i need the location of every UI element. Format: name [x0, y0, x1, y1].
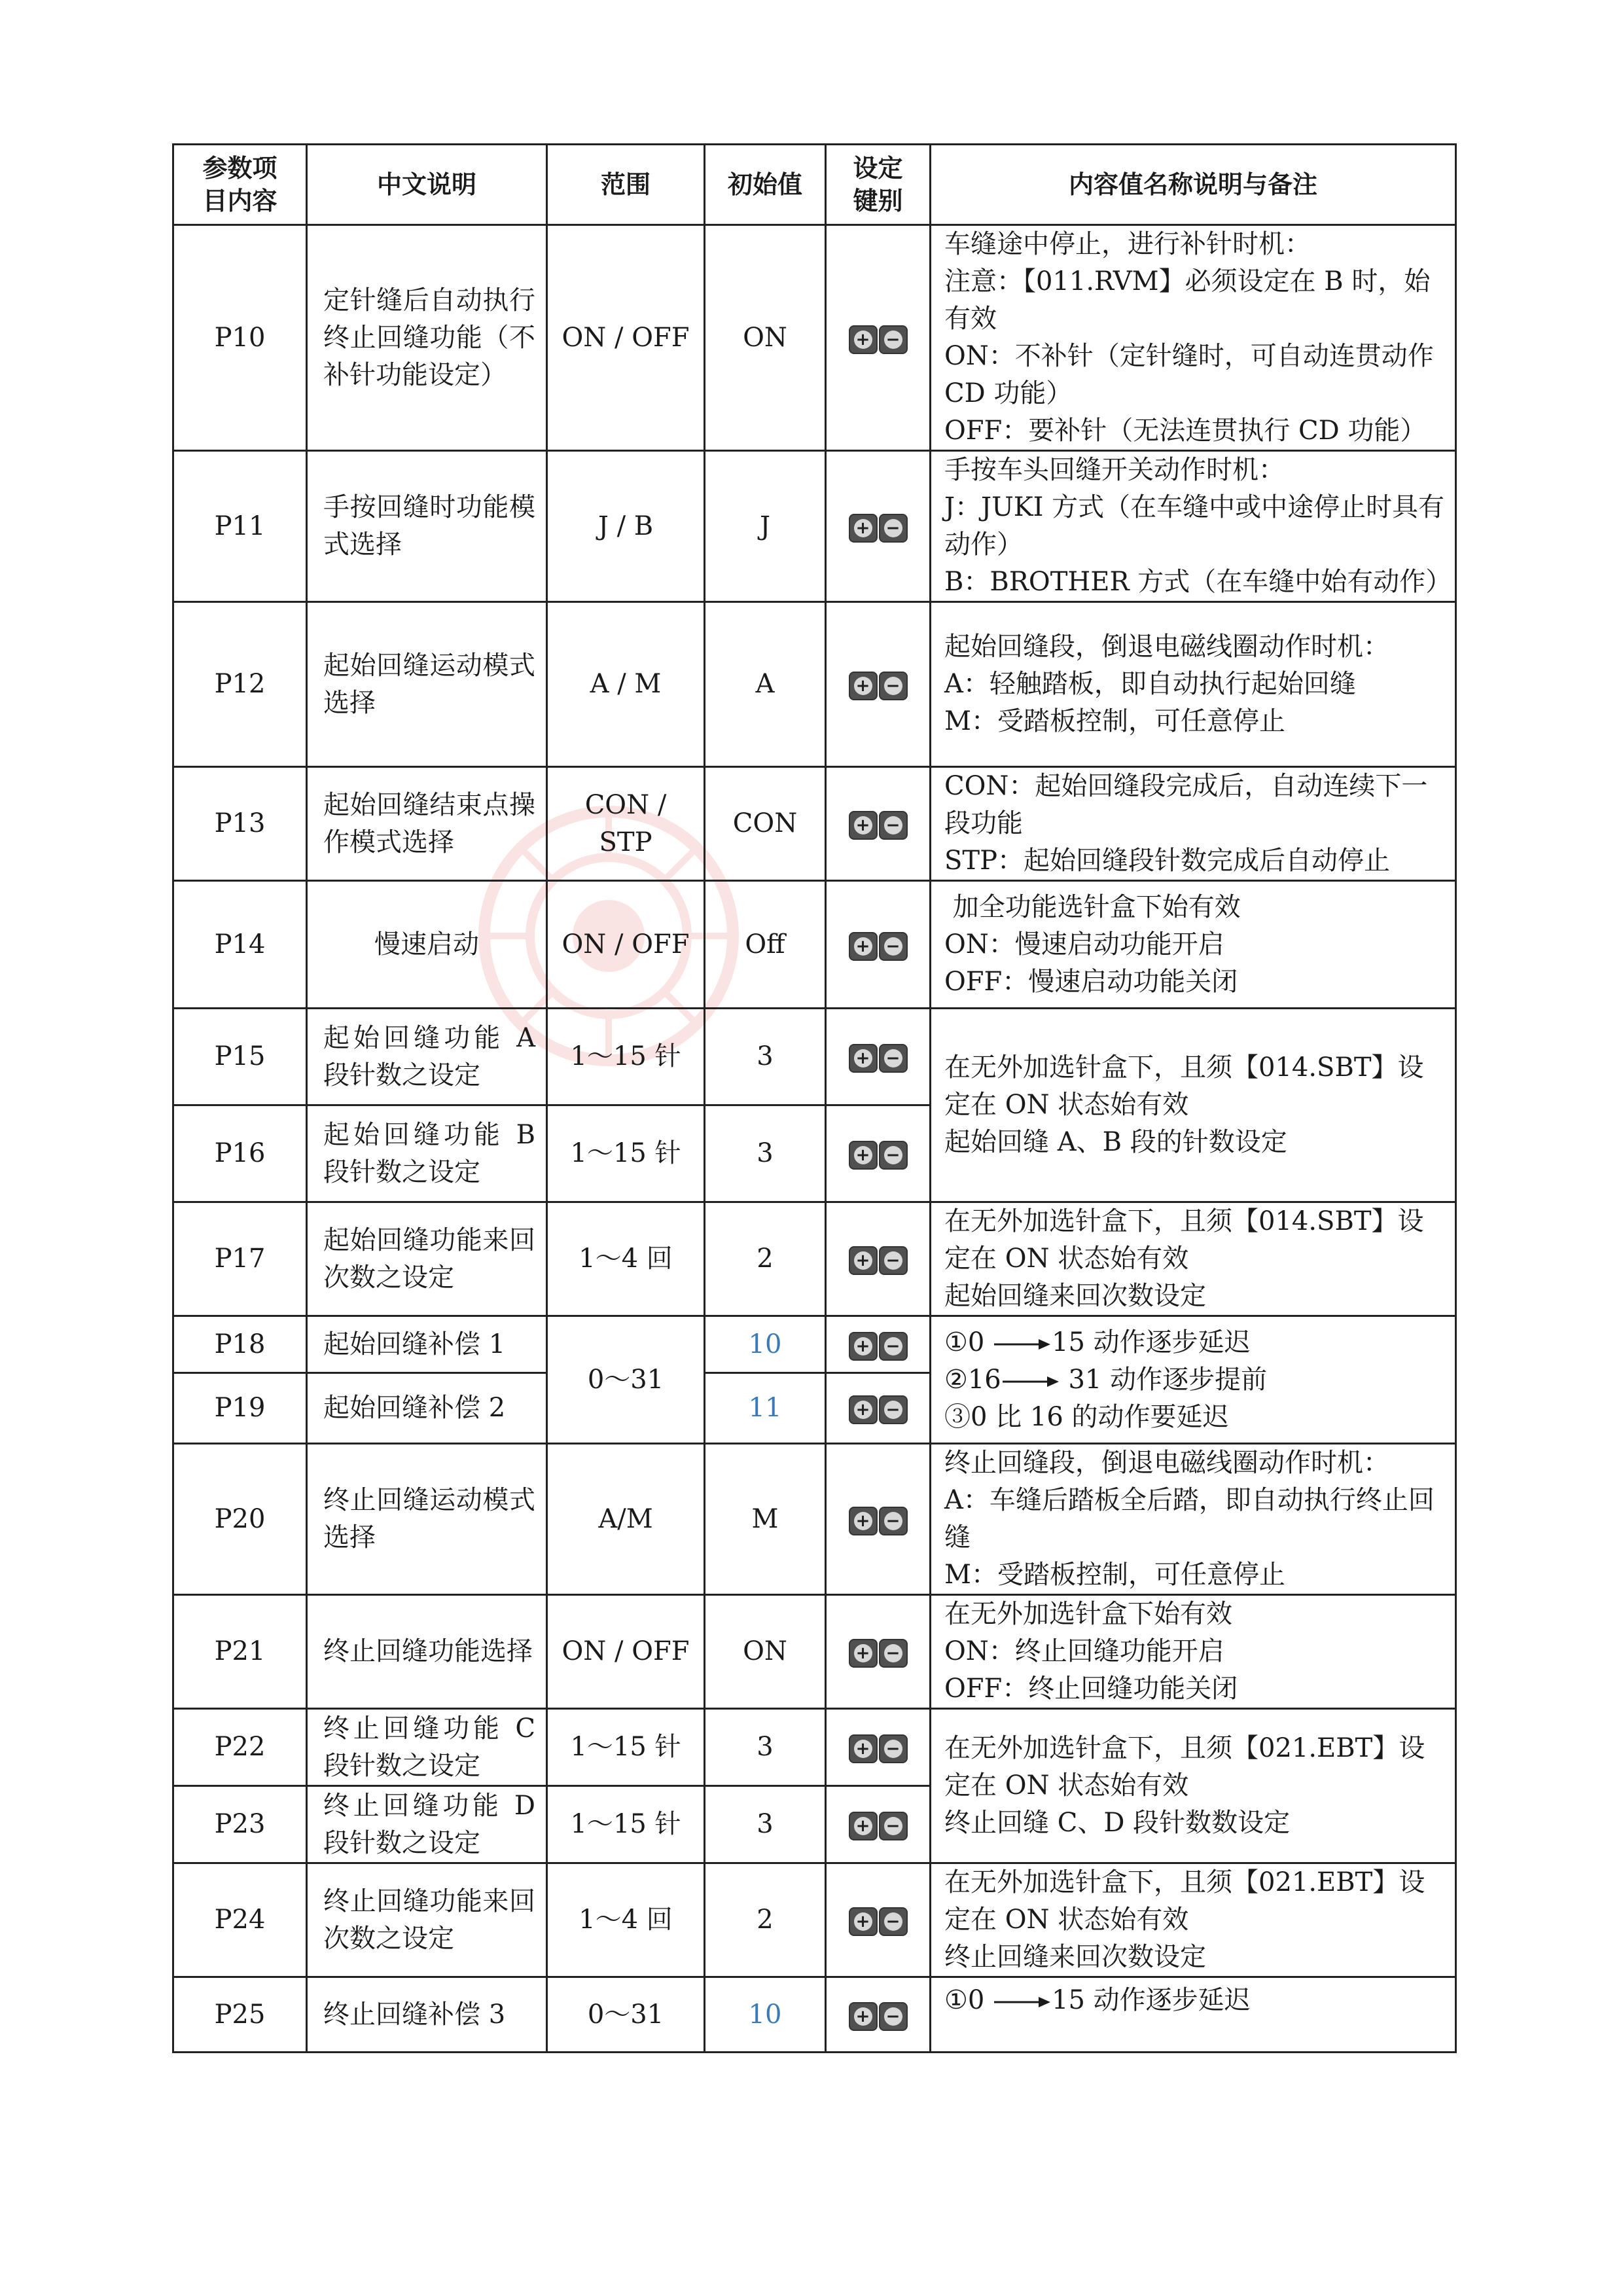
col-header-range: 范围 — [547, 145, 705, 225]
param-id: P17 — [173, 1202, 307, 1316]
param-range: 1～4 回 — [547, 1863, 705, 1977]
param-desc: 起始回缝功能 B 段针数之设定 — [307, 1105, 547, 1202]
param-note: 手按车头回缝开关动作时机： J：JUKI 方式（在车缝中或中途停止时具有动作） B：BROTHER 方式（在车缝中始有动作） — [931, 451, 1456, 602]
minus-key-icon: − — [879, 1246, 908, 1275]
param-range: ON / OFF — [547, 881, 705, 1009]
param-init: 3 — [705, 1786, 826, 1863]
setting-keys — [826, 225, 931, 451]
col-header-init: 初始值 — [705, 145, 826, 225]
plus-key-icon: + — [849, 1044, 878, 1073]
param-init: M — [705, 1444, 826, 1595]
param-desc: 起始回缝补偿 1 — [307, 1316, 547, 1373]
setting-keys — [826, 1863, 931, 1977]
plus-key-icon: + — [849, 1734, 878, 1763]
param-desc: 手按回缝时功能模式选择 — [307, 451, 547, 602]
param-desc: 终止回缝功能 D 段针数之设定 — [307, 1786, 547, 1863]
param-desc: 慢速启动 — [307, 881, 547, 1009]
setting-keys — [826, 767, 931, 881]
minus-key-icon: − — [879, 1507, 908, 1535]
param-note: 加全功能选针盒下始有效 ON：慢速启动功能开启 OFF：慢速启动功能关闭 — [931, 881, 1456, 1009]
param-note: 在无外加选针盒下，且须【021.EBT】设定在 ON 状态始有效 终止回缝来回次数设定 — [931, 1863, 1456, 1977]
param-desc: 起始回缝运动模式选择 — [307, 602, 547, 767]
table-row — [173, 767, 1456, 881]
param-range: A / M — [547, 602, 705, 767]
plus-key-icon: + — [849, 1507, 878, 1535]
param-desc: 终止回缝功能来回次数之设定 — [307, 1863, 547, 1977]
param-note: 在无外加选针盒下，且须【014.SBT】设定在 ON 状态始有效 起始回缝来回次数设定 — [931, 1202, 1456, 1316]
setting-keys — [826, 1977, 931, 2053]
param-desc: 终止回缝功能 C 段针数之设定 — [307, 1709, 547, 1786]
param-range: 0～31 — [547, 1316, 705, 1444]
param-id: P15 — [173, 1009, 307, 1105]
table-row — [173, 1595, 1456, 1709]
minus-key-icon: − — [879, 1332, 908, 1361]
plus-key-icon: + — [849, 811, 878, 840]
param-id: P23 — [173, 1786, 307, 1863]
param-init: 3 — [705, 1709, 826, 1786]
parameter-table — [172, 143, 1457, 2053]
setting-keys — [826, 451, 931, 602]
setting-keys — [826, 1373, 931, 1444]
param-desc: 起始回缝功能来回次数之设定 — [307, 1202, 547, 1316]
param-id: P14 — [173, 881, 307, 1009]
plus-key-icon: + — [849, 1141, 878, 1170]
minus-key-icon: − — [879, 1044, 908, 1073]
param-range: ON / OFF — [547, 1595, 705, 1709]
param-init: ON — [705, 225, 826, 451]
minus-key-icon: − — [879, 1141, 908, 1170]
param-id: P16 — [173, 1105, 307, 1202]
right-arrow-icon — [993, 1338, 1052, 1351]
setting-keys — [826, 1786, 931, 1863]
param-range: A/M — [547, 1444, 705, 1595]
param-desc: 终止回缝功能选择 — [307, 1595, 547, 1709]
param-init: 2 — [705, 1863, 826, 1977]
setting-keys — [826, 1105, 931, 1202]
setting-keys — [826, 1009, 931, 1105]
param-init: CON — [705, 767, 826, 881]
param-init: 2 — [705, 1202, 826, 1316]
plus-key-icon: + — [849, 2002, 878, 2031]
col-header-desc: 中文说明 — [307, 145, 547, 225]
setting-keys — [826, 602, 931, 767]
table-row — [173, 1009, 1456, 1105]
param-range: 1～15 针 — [547, 1709, 705, 1786]
param-init: A — [705, 602, 826, 767]
param-range: 1～4 回 — [547, 1202, 705, 1316]
param-range: CON / STP — [547, 767, 705, 881]
plus-key-icon: + — [849, 1246, 878, 1275]
param-init: 3 — [705, 1009, 826, 1105]
header-row — [173, 145, 1456, 225]
param-id: P21 — [173, 1595, 307, 1709]
minus-key-icon: − — [879, 932, 908, 961]
table-row — [173, 1977, 1456, 2053]
param-note: 在无外加选针盒下，且须【021.EBT】设定在 ON 状态始有效 终止回缝 C、D 段针数数设定 — [931, 1709, 1456, 1863]
param-range: ON / OFF — [547, 225, 705, 451]
plus-key-icon: + — [849, 1332, 878, 1361]
param-id: P13 — [173, 767, 307, 881]
minus-key-icon: − — [879, 2002, 908, 2031]
col-header-param: 参数项 目内容 — [173, 145, 307, 225]
minus-key-icon: − — [879, 811, 908, 840]
plus-key-icon: + — [849, 1812, 878, 1840]
minus-key-icon: − — [879, 672, 908, 700]
param-desc: 起始回缝补偿 2 — [307, 1373, 547, 1444]
table-row — [173, 881, 1456, 1009]
param-id: P12 — [173, 602, 307, 767]
plus-key-icon: + — [849, 514, 878, 543]
param-note: ①0 15 动作逐步延迟 — [931, 1977, 1456, 2053]
param-range: 0～31 — [547, 1977, 705, 2053]
param-desc: 起始回缝结束点操作模式选择 — [307, 767, 547, 881]
param-init: 10 — [705, 1316, 826, 1373]
plus-key-icon: + — [849, 1639, 878, 1668]
param-id: P20 — [173, 1444, 307, 1595]
minus-key-icon: − — [879, 1907, 908, 1936]
param-desc: 终止回缝补偿 3 — [307, 1977, 547, 2053]
setting-keys — [826, 1316, 931, 1373]
param-init: 10 — [705, 1977, 826, 2053]
param-note: 在无外加选针盒下始有效 ON：终止回缝功能开启 OFF：终止回缝功能关闭 — [931, 1595, 1456, 1709]
param-note: 车缝途中停止，进行补针时机： 注意：【011.RVM】必须设定在 B 时，始有效 ON：不补针（定针缝时，可自动连贯动作 CD 功能） OFF：要补针（无法连贯执行 CD 功能） — [931, 225, 1456, 451]
param-init: ON — [705, 1595, 826, 1709]
table-row — [173, 1316, 1456, 1373]
param-id: P18 — [173, 1316, 307, 1373]
minus-key-icon: − — [879, 514, 908, 543]
col-header-key: 设定 键别 — [826, 145, 931, 225]
param-range: J / B — [547, 451, 705, 602]
table-row — [173, 1709, 1456, 1786]
param-id: P24 — [173, 1863, 307, 1977]
param-id: P11 — [173, 451, 307, 602]
param-init: 11 — [705, 1373, 826, 1444]
param-init: 3 — [705, 1105, 826, 1202]
col-header-note: 内容值名称说明与备注 — [931, 145, 1456, 225]
param-note: CON：起始回缝段完成后，自动连续下一段功能 STP：起始回缝段针数完成后自动停止 — [931, 767, 1456, 881]
param-id: P25 — [173, 1977, 307, 2053]
table-row — [173, 602, 1456, 767]
setting-keys — [826, 1709, 931, 1786]
param-init: Off — [705, 881, 826, 1009]
param-init: J — [705, 451, 826, 602]
minus-key-icon: − — [879, 325, 908, 354]
param-range: 1～15 针 — [547, 1009, 705, 1105]
param-id: P22 — [173, 1709, 307, 1786]
param-range: 1～15 针 — [547, 1105, 705, 1202]
table-row — [173, 1863, 1456, 1977]
plus-key-icon: + — [849, 1395, 878, 1424]
param-id: P10 — [173, 225, 307, 451]
table-row — [173, 1444, 1456, 1595]
param-note: 终止回缝段，倒退电磁线圈动作时机： A：车缝后踏板全后踏，即自动执行终止回缝 M：受踏板控制，可任意停止 — [931, 1444, 1456, 1595]
param-note: ①0 15 动作逐步延迟 ②16 31 动作逐步提前 ③0 比 16 的动作要延迟 — [931, 1316, 1456, 1444]
minus-key-icon: − — [879, 1812, 908, 1840]
setting-keys — [826, 1444, 931, 1595]
param-desc: 终止回缝运动模式选择 — [307, 1444, 547, 1595]
setting-keys — [826, 1202, 931, 1316]
setting-keys — [826, 1595, 931, 1709]
minus-key-icon: − — [879, 1734, 908, 1763]
minus-key-icon: − — [879, 1395, 908, 1424]
table-row — [173, 225, 1456, 451]
param-desc: 定针缝后自动执行终止回缝功能（不补针功能设定） — [307, 225, 547, 451]
param-id: P19 — [173, 1373, 307, 1444]
param-range: 1～15 针 — [547, 1786, 705, 1863]
minus-key-icon: − — [879, 1639, 908, 1668]
setting-keys — [826, 881, 931, 1009]
plus-key-icon: + — [849, 932, 878, 961]
plus-key-icon: + — [849, 325, 878, 354]
right-arrow-icon — [993, 1996, 1052, 2009]
table-row — [173, 451, 1456, 602]
param-note: 在无外加选针盒下，且须【014.SBT】设定在 ON 状态始有效 起始回缝 A、B 段的针数设定 — [931, 1009, 1456, 1202]
plus-key-icon: + — [849, 1907, 878, 1936]
right-arrow-icon — [1001, 1375, 1060, 1388]
plus-key-icon: + — [849, 672, 878, 700]
param-desc: 起始回缝功能 A 段针数之设定 — [307, 1009, 547, 1105]
table-row — [173, 1202, 1456, 1316]
param-note: 起始回缝段，倒退电磁线圈动作时机： A：轻触踏板，即自动执行起始回缝 M：受踏板控制，可任意停止 — [931, 602, 1456, 767]
